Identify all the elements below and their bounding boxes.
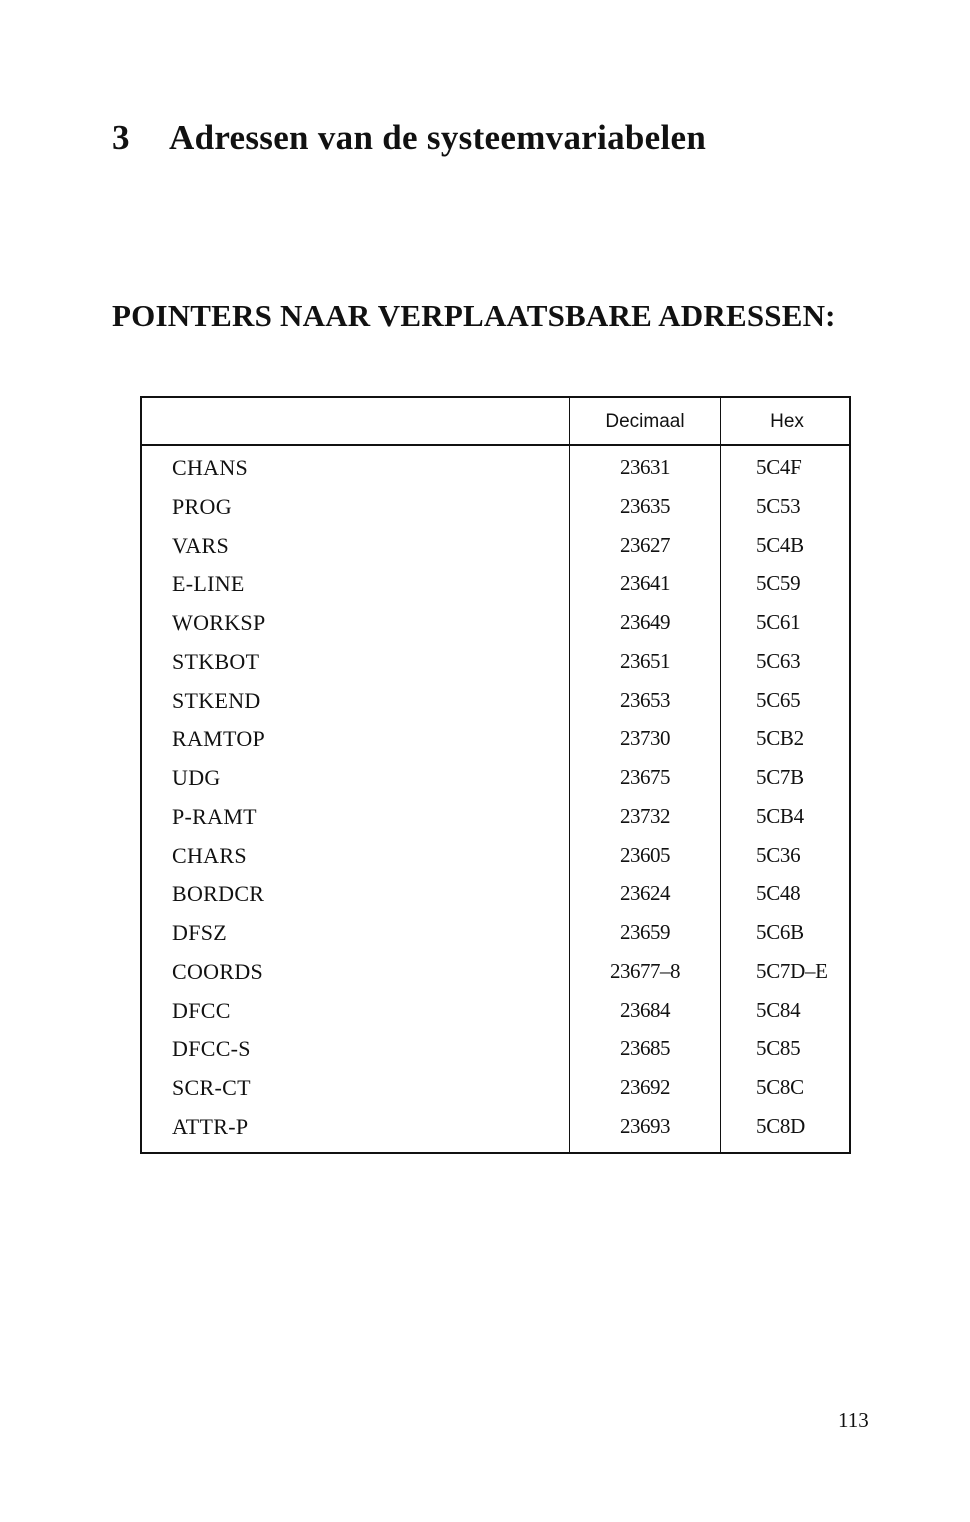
variable-name: SCR-CT	[172, 1075, 251, 1100]
hex-address: 5C65	[756, 687, 801, 712]
decimal-address: 23675	[620, 765, 670, 789]
hex-address: 5C63	[756, 648, 801, 673]
hex-address: 5C4B	[756, 532, 804, 557]
hex-address: 5C8D	[756, 1113, 805, 1138]
decimal-address: 23692	[620, 1075, 670, 1099]
variable-name: ATTR-P	[172, 1113, 249, 1139]
variable-name: CHARS	[172, 842, 247, 868]
variable-name: P-RAMT	[172, 803, 257, 829]
decimal-address: 23641	[620, 571, 670, 596]
header-divider	[142, 444, 849, 446]
variable-name: DFSZ	[172, 920, 227, 945]
chapter-title: Adressen van de systeemvariabelen	[169, 118, 707, 157]
hex-address: 5CB4	[756, 803, 804, 828]
table-row	[142, 959, 849, 998]
decimal-address: 23635	[620, 493, 670, 518]
table-row	[142, 1114, 849, 1153]
decimal-address: 23732	[620, 803, 670, 828]
table-row	[142, 920, 849, 959]
hex-address: 5C7B	[756, 765, 804, 789]
chapter-number: 3	[112, 118, 130, 157]
variable-name: COORDS	[172, 958, 264, 984]
hex-address: 5CB2	[756, 726, 804, 751]
table-row	[142, 1075, 849, 1114]
table-row	[142, 1036, 849, 1075]
variable-name: BORDCR	[172, 881, 265, 907]
table-row	[142, 998, 849, 1037]
decimal-address: 23677–8	[610, 958, 680, 983]
variable-name: RAMTOP	[172, 726, 266, 752]
hex-address: 5C6B	[756, 920, 804, 944]
variable-name: STKBOT	[172, 648, 260, 674]
system-variables-table	[140, 396, 851, 1154]
table-row	[142, 494, 849, 533]
table-row	[142, 610, 849, 649]
hex-address: 5C7D–E	[756, 958, 828, 983]
decimal-address: 23627	[620, 532, 670, 557]
table-row	[142, 765, 849, 804]
table-header-row	[142, 398, 849, 444]
hex-address: 5C53	[756, 493, 801, 518]
variable-name: VARS	[172, 532, 230, 558]
column-header-hex: Hex	[770, 411, 804, 432]
hex-address: 5C61	[756, 610, 801, 634]
variable-name: WORKSP	[172, 610, 266, 635]
hex-address: 5C8C	[756, 1075, 804, 1099]
variable-name: CHANS	[172, 455, 249, 480]
hex-address: 5C85	[756, 1036, 801, 1061]
table-row	[142, 804, 849, 843]
table-row	[142, 571, 849, 610]
decimal-address: 23624	[620, 881, 670, 906]
table-row	[142, 649, 849, 688]
decimal-address: 23651	[620, 648, 670, 673]
hex-address: 5C4F	[756, 455, 802, 479]
variable-name: UDG	[172, 765, 221, 790]
decimal-address: 23659	[620, 920, 670, 944]
table-row	[142, 726, 849, 765]
table-body	[142, 455, 849, 1153]
variable-name: PROG	[172, 493, 232, 519]
section-title: POINTERS NAAR VERPLAATSBARE ADRESSEN:	[112, 298, 836, 333]
decimal-address: 23693	[620, 1113, 670, 1138]
table-row	[142, 533, 849, 572]
chapter-heading	[112, 118, 706, 158]
decimal-address: 23605	[620, 842, 670, 867]
hex-address: 5C84	[756, 997, 801, 1022]
decimal-address: 23730	[620, 726, 670, 751]
table-row	[142, 843, 849, 882]
table-row	[142, 688, 849, 727]
hex-address: 5C36	[756, 842, 801, 867]
decimal-address: 23649	[620, 610, 670, 634]
variable-name: DFCC	[172, 997, 231, 1023]
column-header-decimal: Decimaal	[605, 411, 685, 432]
decimal-address: 23631	[620, 455, 670, 479]
hex-address: 5C48	[756, 881, 801, 906]
page-number: 113	[838, 1408, 869, 1432]
variable-name: STKEND	[172, 687, 261, 713]
table-row	[142, 455, 849, 494]
variable-name: E-LINE	[172, 571, 245, 597]
variable-name: DFCC-S	[172, 1036, 251, 1062]
table-row	[142, 881, 849, 920]
decimal-address: 23684	[620, 997, 670, 1022]
decimal-address: 23685	[620, 1036, 670, 1061]
decimal-address: 23653	[620, 687, 670, 712]
hex-address: 5C59	[756, 571, 801, 596]
